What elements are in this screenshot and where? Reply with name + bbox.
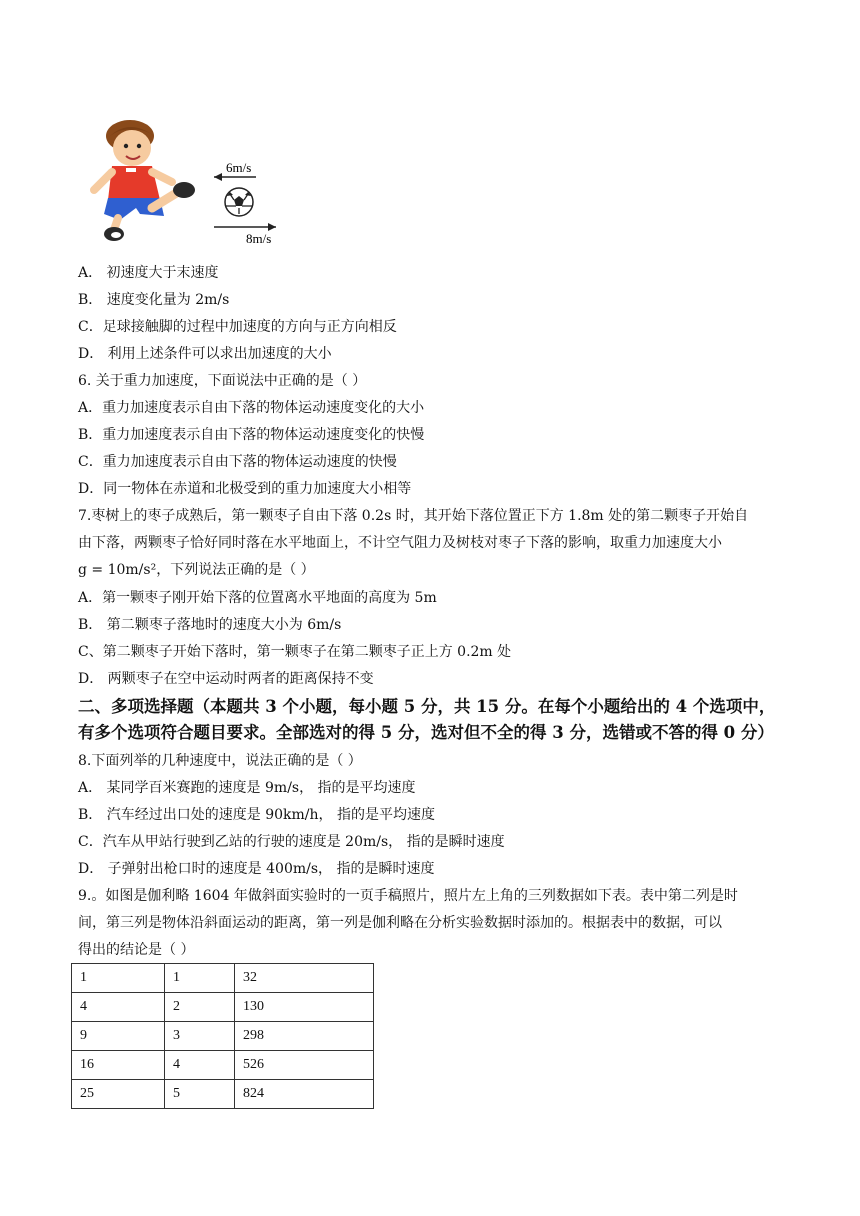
q7-option-b: B． 第二颗枣子落地时的速度大小为 6m/s xyxy=(78,617,342,633)
table-cell: 16 xyxy=(72,1051,165,1080)
table-cell: 1 xyxy=(72,964,165,993)
table-row xyxy=(72,964,374,993)
section2-heading-line2: 有多个选项符合题目要求。全部选对的得 5 分，选对但不全的得 3 分，选错或不答的得 0 分） xyxy=(78,723,774,742)
table-cell: 1 xyxy=(165,964,235,993)
table-cell: 130 xyxy=(235,993,374,1022)
q9-stem-line2: 间，第三列是物体沿斜面运动的距离，第一列是伽利略在分析实验数据时添加的。根据表中的数据，可以 xyxy=(78,915,722,931)
q5-option-b: B． 速度变化量为 2m/s xyxy=(78,292,230,308)
q5-option-d: D． 利用上述条件可以求出加速度的大小 xyxy=(78,346,332,362)
table-cell: 298 xyxy=(235,1022,374,1051)
boy-kicking-image xyxy=(94,120,195,241)
table-cell: 4 xyxy=(165,1051,235,1080)
q8-option-b: B． 汽车经过出口处的速度是 90km/h， 指的是平均速度 xyxy=(78,807,435,823)
q6-option-d: D．同一物体在赤道和北极受到的重力加速度大小相等 xyxy=(78,481,412,497)
table-cell: 32 xyxy=(235,964,374,993)
table-cell: 5 xyxy=(165,1080,235,1109)
q5-option-a: A． 初速度大于末速度 xyxy=(78,265,219,281)
kick-illustration xyxy=(86,116,296,246)
section2-heading-line1: 二、多项选择题（本题共 3 个小题，每小题 5 分，共 15 分。在每个小题给出的 4 个选项中， xyxy=(78,697,776,716)
q8-stem: 8.下面列举的几种速度中，说法正确的是（ ） xyxy=(78,753,362,769)
q8-option-d: D． 子弹射出枪口时的速度是 400m/s， 指的是瞬时速度 xyxy=(78,861,435,877)
q9-stem-line3: 得出的结论是（ ） xyxy=(78,942,195,958)
galileo-data-table xyxy=(71,963,374,1109)
q8-option-c: C．汽车从甲站行驶到乙站的行驶的速度是 20m/s， 指的是瞬时速度 xyxy=(78,834,505,850)
table-row xyxy=(72,1080,374,1109)
table-cell: 526 xyxy=(235,1051,374,1080)
q6-stem: 6. 关于重力加速度，下面说法中正确的是（ ） xyxy=(78,373,367,389)
q7-option-d: D． 两颗枣子在空中运动时两者的距离保持不变 xyxy=(78,671,374,687)
q9-stem-line1: 9.。如图是伽利略 1604 年做斜面实验时的一页手稿照片，照片左上角的三列数据如下表。表中第二列是时 xyxy=(78,888,738,904)
q6-option-a: A．重力加速度表示自由下落的物体运动速度变化的大小 xyxy=(78,400,425,416)
q7-stem-line1: 7.枣树上的枣子成熟后，第一颗枣子自由下落 0.2s 时，其开始下落位置正下方 1.8m 处的第二颗枣子开始自 xyxy=(78,508,749,524)
q7-stem-line3: g = 10m/s²，下列说法正确的是（ ） xyxy=(78,562,315,578)
velocity-label-bottom: 8m/s xyxy=(246,231,272,246)
q7-stem-line2: 由下落，两颗枣子恰好同时落在水平地面上，不计空气阻力及树枝对枣子下落的影响，取重力加速度大小 xyxy=(78,535,722,551)
table-row xyxy=(72,993,374,1022)
q6-option-c: C．重力加速度表示自由下落的物体运动速度的快慢 xyxy=(78,454,397,470)
table-cell: 3 xyxy=(165,1022,235,1051)
q7-option-a: A．第一颗枣子刚开始下落的位置离水平地面的高度为 5m xyxy=(78,590,437,606)
q6-option-b: B．重力加速度表示自由下落的物体运动速度变化的快慢 xyxy=(78,427,425,443)
velocity-label-top: 6m/s xyxy=(226,160,252,175)
table-cell: 9 xyxy=(72,1022,165,1051)
table-cell: 2 xyxy=(165,993,235,1022)
table-cell: 4 xyxy=(72,993,165,1022)
kick-figure xyxy=(86,116,296,246)
table-row xyxy=(72,1051,374,1080)
q7-option-c: C、第二颗枣子开始下落时，第一颗枣子在第二颗枣子正上方 0.2m 处 xyxy=(78,644,512,660)
table-cell: 824 xyxy=(235,1080,374,1109)
soccer-ball-icon xyxy=(225,188,253,216)
table-row xyxy=(72,1022,374,1051)
table-cell: 25 xyxy=(72,1080,165,1109)
q8-option-a: A． 某同学百米赛跑的速度是 9m/s， 指的是平均速度 xyxy=(78,780,416,796)
arrow-right-icon xyxy=(214,223,276,231)
q5-option-c: C．足球接触脚的过程中加速度的方向与正方向相反 xyxy=(78,319,397,335)
